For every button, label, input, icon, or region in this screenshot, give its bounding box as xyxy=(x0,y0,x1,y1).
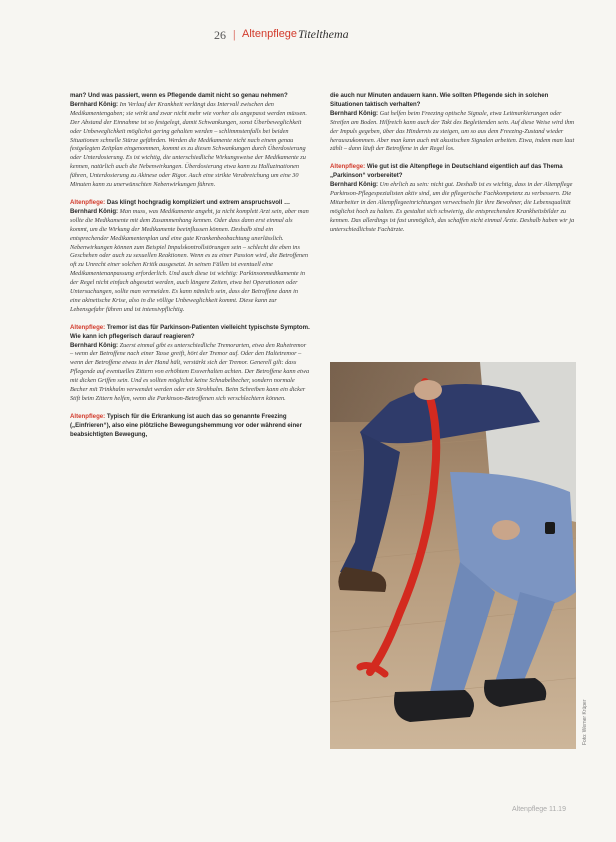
answer-1: Bernhard König: Im Verlauf der Krankheit verlängt das Intervall zwischen den Medikamentengaben; sie wirkt und zwar nicht mehr wie vorher als angepasst werden müssen. Der Abstand der Einnahme ist so festgelegt, damit Schwankungen, sonst Überbeweglichkeit oder Unbeweglichkeit möglichst gering gehalten werden – schlimmstenfalls bei beiden Situationen schnelle Stürze gefährden. Werden die Medikamente nicht nach einem genau festgelegten Zeitplan eingenommen, kommt es zu diesen Schwankungen durch Überdosierung oder Unterdosierung. Es ist wichtig, die unterschiedliche Wirkungsweise der Medikamente zu kennen, natürlich auch die Nebenwirkungen. Überdosierung etwa kann zu Halluzinationen führen, Unterdosierung zu Akinese oder Rigor. Auch eine strikte Verabreichung um eine 30 Minuten kann zu unerwünschten Nebenwirkungen führen. xyxy=(70,100,307,189)
page-footer: Altenpflege 11.19 xyxy=(512,806,566,813)
question-4: Altenpflege: Typisch für die Erkrankung ist auch das so genannte Freezing („Einfrieren“), also eine plötzliche Bewegungshemmung vor oder während einer beabsichtigten Bewegung, xyxy=(70,412,302,438)
photo-elderly-person-with-cane xyxy=(330,362,576,749)
answer-2: Bernhard König: Man muss, was Medikamente angeht, ja nicht komplett Arzt sein, aber man sollte die Medikamente mit dem Zusammenhang kennen. Oder dass dann erst einmal als kommt, um die Wirkung der Medikamente beeinflussen können. Deshalb sind ein entsprechender Medikamentenplan und eine gute Krankenbeobachtung unerlässlich. Nebenwirkungen können zum Beispiel Impulskontrollstörungen sein – schlecht die eben ins Geschehen oder auch zu sexuellen Reaktionen. Wenn es zu einer Passion wird, die Betroffenen oft zu Unrecht einer solchen Kritik ausgesetzt. In seinen Fällen ist eventuell eine Medikamentenanpassung erforderlich. Und auch diese ist wichtig: Parkinsonmedikamente in der Regel nicht einfach abgesetzt werden, auch längere Zeiten, etwa bei Operationen oder Untersuchungen, sollte man vermeiden. Es kann nämlich sein, dass der Betroffene dann in eine akinetische Krise, also in die völlige Unbeweglichkeit kommt. Diese kann zur Lebensgefahr führen und ist intensivpflichtig. xyxy=(70,207,309,313)
answer-4: Bernhard König: Gut helfen beim Freezing optische Signale, etwa Leitmarkierungen oder Streifen am Boden. Hilfreich kann auch der Takt des Begleitenden sein. Auf diese Weise wird ihm der Impuls gegeben, über das Hindernis zu steigen, um so aus dem Freezing-Zustand wieder herauszukommen. Aber man kann auch mit akustischen Signalen arbeiten. Etwa, indem man laut zählt – dann läuft der Betroffene in der Regel los. xyxy=(330,109,575,153)
interviewer-label: Altenpflege: xyxy=(70,323,106,331)
interviewer-label: Altenpflege: xyxy=(330,163,366,171)
speaker-name: Bernhard König: xyxy=(70,207,119,215)
answer-3: Bernhard König: Zuerst einmal gibt es unterschiedliche Tremorarten, etwa den Ruhetremor – wenn der Betroffene nach einer Tasse greift, hört der Tremor auf. Oder den Haltetremor – wenn der Betroffene etwas in der Hand hält, verstärkt sich der Tremor. Generell gilt: dass Pflegende auf eventuelles Zittern von erhöhtem Essverhalten achten. Der Betroffene kann etwa mit dicken Griffen sein. Und es sollten möglichst keine Schnabelbecher, sondern normale Becher mit Trinkhalm verwendet werden oder ein Strohhalm. Beim Schreiben kann ein dicker Stift beim Zittern helfen, wenn die Parkinson-Betroffenen sich verschlechtern können. xyxy=(70,341,310,402)
speaker-name: Bernhard König: xyxy=(70,341,119,349)
header-subsection: Titelthema xyxy=(298,27,349,41)
answer-5: Bernhard König: Um ehrlich zu sein: nicht gut. Deshalb ist es wichtig, dass in der Altenpflege Parkinson-Pflegespezialisten aktiv sind, um die pflegerische Fachkompetenz zu verbessern. Die Mitarbeiter in den Altenpflegeeinrichtungen verwechseln für ihre Bewohner, die Lebensqualität möglichst hoch zu halten. Es gestaltet sich schwierig, die entsprechenden Krankheitsbilder zu kennen. Das allerdings ist fast unmöglich, das schaffen nicht einmal Ärzte. Deshalb haben wir ja unterschiedlichste Fachärzte. xyxy=(330,181,575,233)
speaker-name: Bernhard König: xyxy=(330,181,379,189)
left-text-column xyxy=(70,92,310,440)
page-number: 26 xyxy=(214,28,226,42)
photo-credit: Foto: Werner Krüper xyxy=(582,699,588,745)
interviewer-label: Altenpflege: xyxy=(70,198,106,206)
question-4-continued: die auch nur Minuten andauern kann. Wie sollten Pflegende sich in solchen Situationen taktisch verhalten? xyxy=(330,92,549,108)
question-5: Altenpflege: Wie gut ist die Altenpflege in Deutschland eigentlich auf das Thema „Parkinson“ vorbereitet? xyxy=(330,163,563,180)
speaker-name: Bernhard König: xyxy=(70,100,119,108)
question-2: Altenpflege: Das klingt hochgradig kompliziert und extrem anspruchsvoll … xyxy=(70,198,291,206)
question-1: man? Und was passiert, wenn es Pflegende damit nicht so genau nehmen? xyxy=(70,92,288,99)
question-3: Altenpflege: Tremor ist das für Parkinson-Patienten vielleicht typischste Symptom. Wie kann ich pflegerisch darauf reagieren? xyxy=(70,323,310,340)
photo-illustration xyxy=(330,362,576,749)
header-separator: | xyxy=(233,27,236,41)
speaker-name: Bernhard König: xyxy=(330,109,379,117)
header-section: Altenpflege xyxy=(242,28,298,40)
interviewer-label: Altenpflege: xyxy=(70,412,106,420)
page-header xyxy=(0,26,616,46)
right-text-column xyxy=(330,92,576,244)
